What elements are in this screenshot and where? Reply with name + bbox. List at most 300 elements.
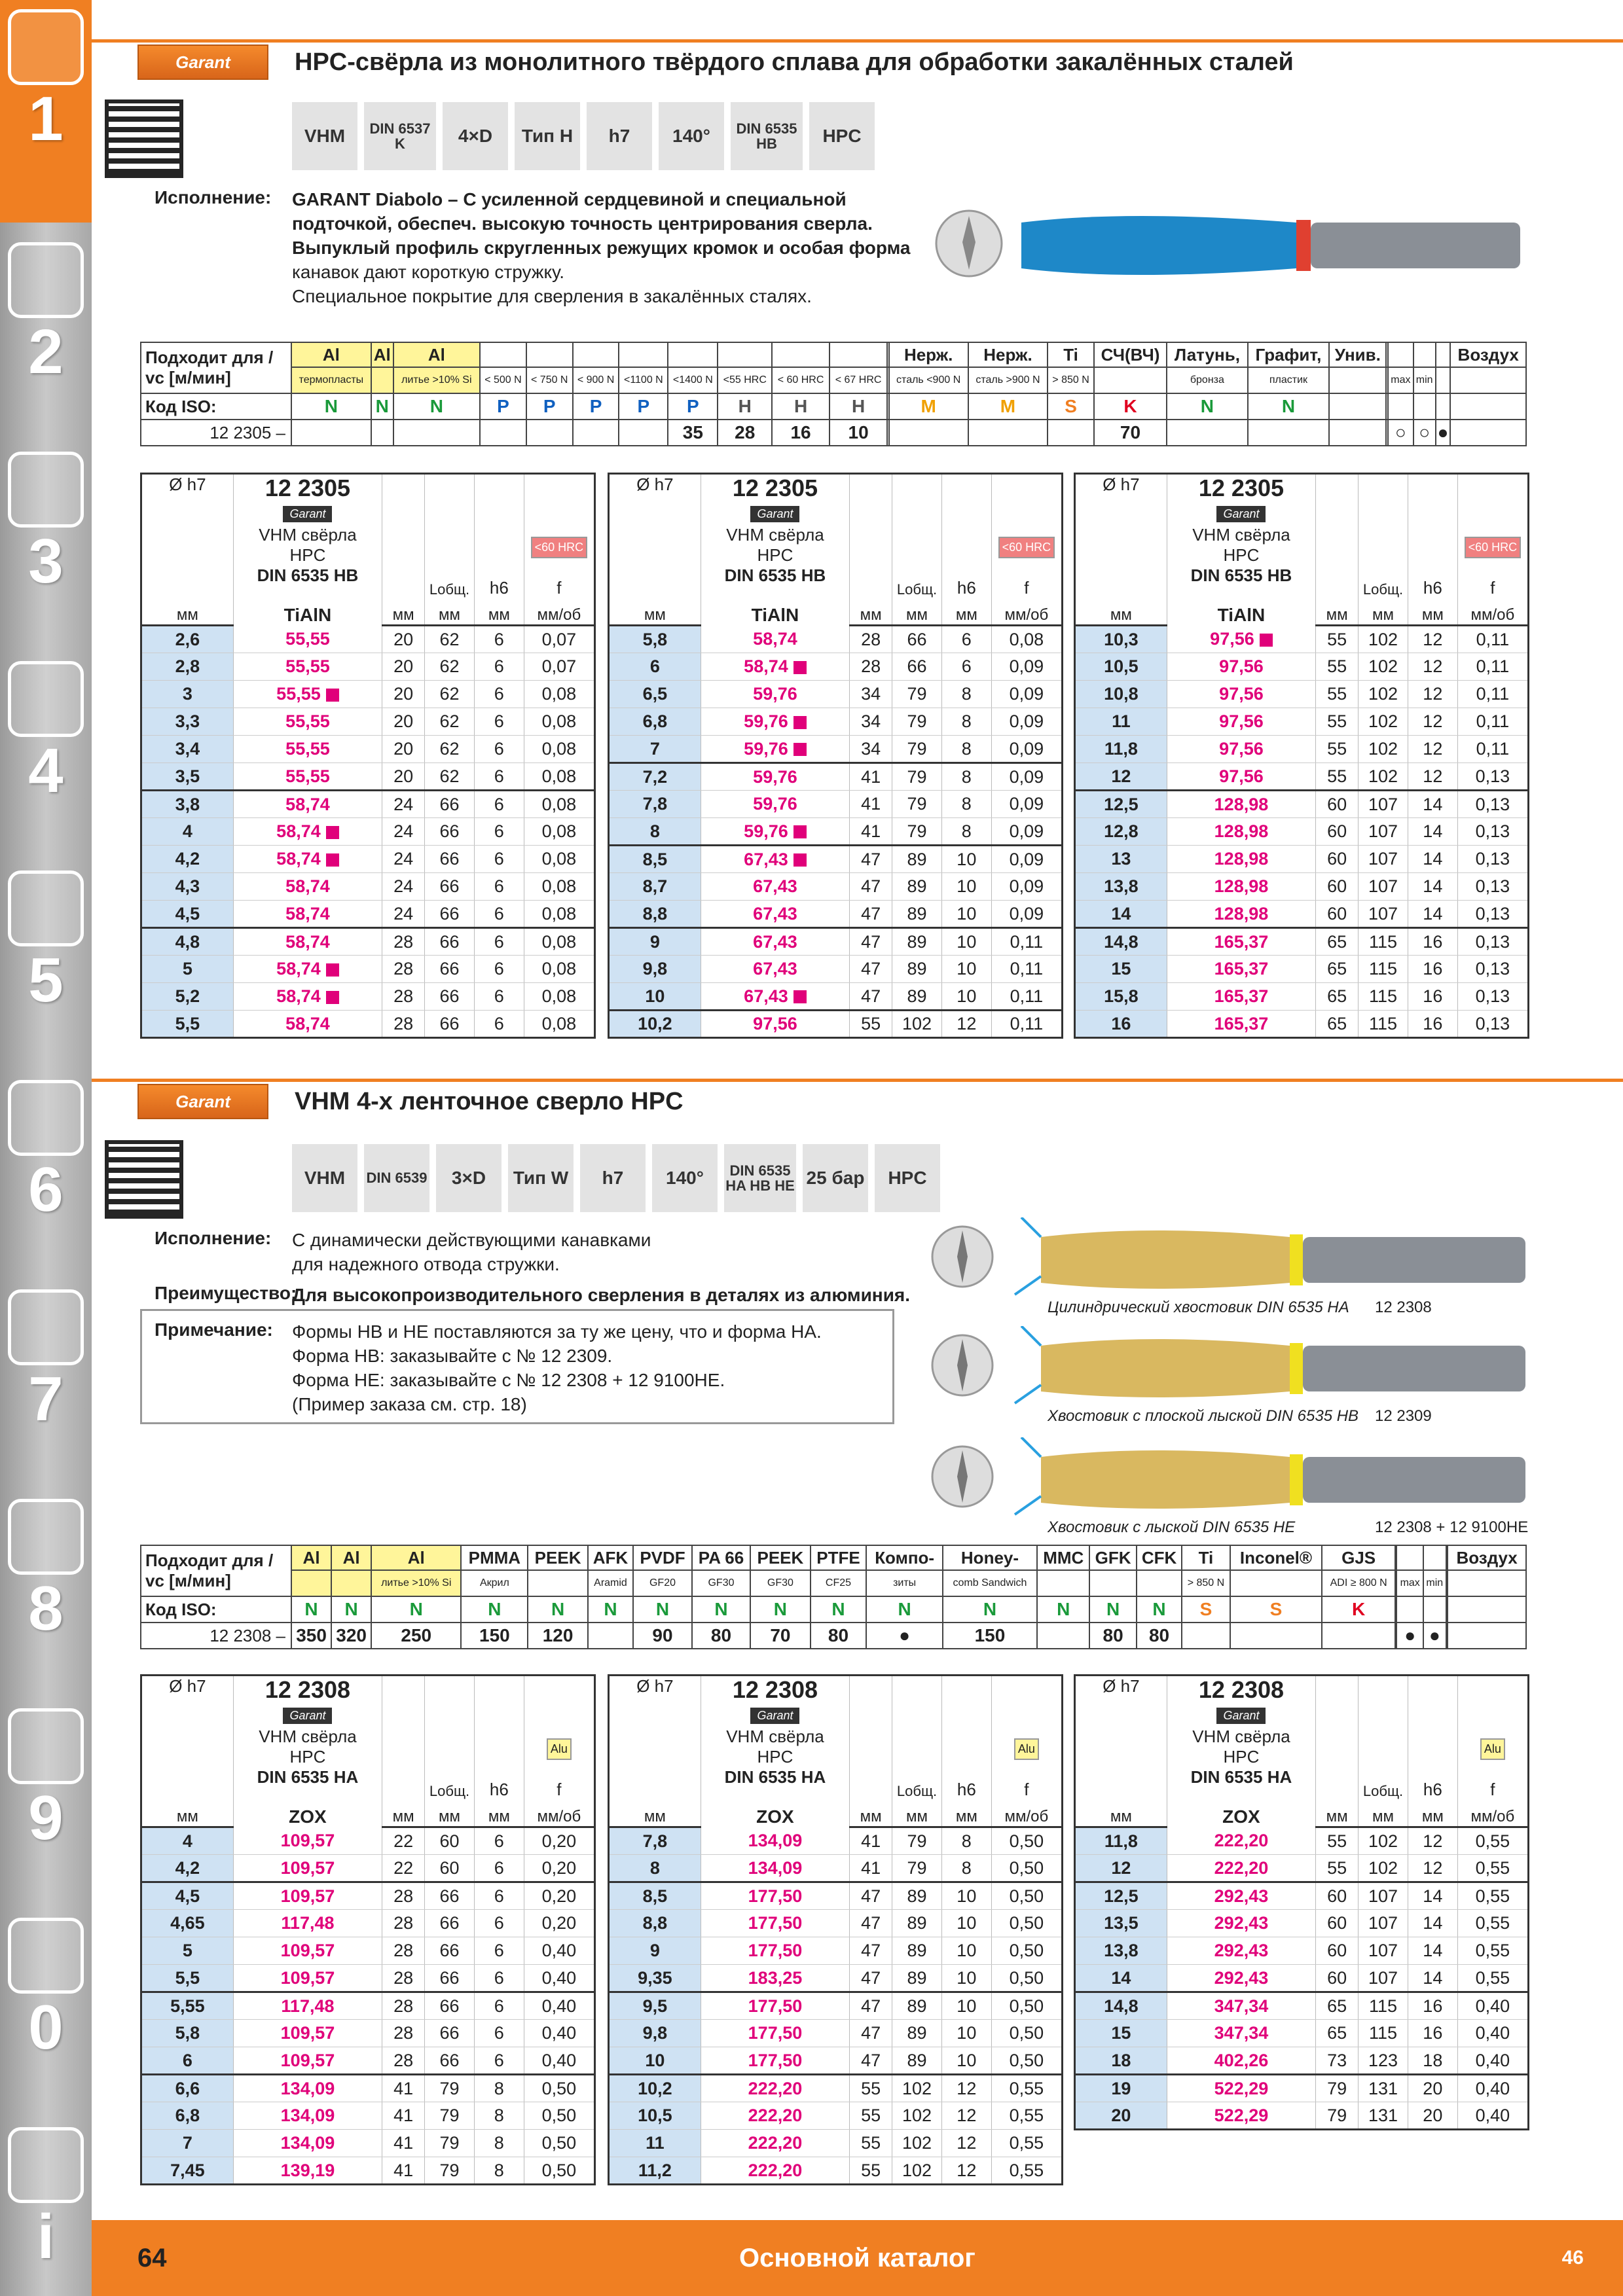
flute-length: 47 (850, 1910, 892, 1937)
table-row[interactable] (609, 791, 1063, 818)
diameter: 14 (1075, 901, 1167, 928)
chapter-tab-9[interactable] (0, 1689, 92, 1898)
table-row[interactable] (1075, 736, 1529, 763)
table-row[interactable] (141, 791, 595, 818)
diameter: 3 (141, 681, 234, 708)
price (701, 2075, 849, 2102)
chapter-icon (8, 1708, 84, 1784)
suit-material (1436, 342, 1451, 367)
table-row[interactable] (1075, 681, 1529, 708)
table-row[interactable] (609, 1910, 1063, 1937)
flute-length: 55 (850, 2075, 892, 2102)
flute-length: 47 (850, 846, 892, 873)
cutting-speed: 10 (830, 420, 887, 446)
table-row[interactable] (1075, 873, 1529, 901)
flute-length: 60 (1316, 901, 1359, 928)
shank-diameter: 6 (474, 2020, 524, 2047)
chapter-tab-7[interactable] (0, 1270, 92, 1479)
iso-code: N (1137, 1596, 1182, 1623)
table-row[interactable] (609, 1011, 1063, 1038)
table-row[interactable] (141, 873, 595, 901)
drill-table-header (1075, 1676, 1529, 1800)
price-value: 97,56 (1219, 766, 1264, 786)
suit-sub-label: Aramid (594, 1577, 627, 1588)
table-row[interactable] (141, 928, 595, 956)
shank-diameter: 16 (1408, 2020, 1457, 2047)
total-length: 89 (892, 1992, 942, 2020)
iso-code (1448, 1596, 1526, 1623)
table-row[interactable] (141, 956, 595, 983)
drill-article: 12 2308 (1375, 1299, 1432, 1316)
price (701, 1011, 849, 1038)
price (233, 2047, 382, 2075)
table-row[interactable] (141, 846, 595, 873)
diameter: 5,2 (141, 983, 234, 1011)
feed: 0,08 (524, 983, 594, 1011)
total-length: 107 (1359, 818, 1408, 846)
table-row[interactable] (141, 2020, 595, 2047)
flute-length: 41 (382, 2157, 425, 2185)
flute-length: 65 (1316, 1992, 1359, 2020)
table-row[interactable] (141, 1910, 595, 1937)
table-row[interactable] (609, 928, 1063, 956)
table-row[interactable] (609, 2102, 1063, 2130)
feed: 0,20 (524, 1827, 594, 1855)
feed: 0,07 (524, 653, 594, 681)
price-value: 97,56 (753, 1014, 797, 1033)
total-length: 89 (892, 928, 942, 956)
text-line: Специальное покрытие для сверления в закалённых сталях. (292, 286, 812, 306)
col-length (382, 474, 425, 598)
price (1167, 818, 1315, 846)
table-row[interactable] (1075, 2075, 1529, 2102)
table-row[interactable] (609, 1827, 1063, 1855)
iso-code: N (528, 1596, 587, 1623)
chapter-tab-0[interactable] (0, 1898, 92, 2108)
price-value: 55,55 (285, 739, 330, 759)
unit-label: мм (941, 1800, 991, 1827)
table-row[interactable] (1075, 928, 1529, 956)
iso-code: M (889, 393, 968, 420)
table-row[interactable] (141, 2157, 595, 2185)
table-row[interactable] (141, 983, 595, 1011)
diameter: 10,5 (1075, 653, 1167, 681)
flute-length: 79 (1316, 2102, 1359, 2130)
price-value: 58,74 (285, 794, 330, 814)
table-row[interactable] (609, 2075, 1063, 2102)
cutting-speed (588, 1623, 634, 1649)
spec-badge (364, 102, 436, 170)
table-row[interactable] (609, 956, 1063, 983)
table-row[interactable] (609, 873, 1063, 901)
diameter: 12 (1075, 763, 1167, 791)
diameter: 5 (141, 956, 234, 983)
feed: 0,55 (991, 2130, 1062, 2157)
flute-length: 28 (382, 956, 425, 983)
diameter: 10,8 (1075, 681, 1167, 708)
cutting-speed: 150 (461, 1623, 528, 1649)
price (233, 901, 382, 928)
table-row[interactable] (609, 2157, 1063, 2185)
suit-material-label: Al (302, 1547, 320, 1568)
shank-diameter: 6 (474, 901, 524, 928)
stock-marker-icon (793, 825, 807, 838)
diameter: 4,65 (141, 1910, 234, 1937)
table-row[interactable] (141, 901, 595, 928)
diameter: 13,5 (1075, 1910, 1167, 1937)
suit-sub (1413, 367, 1436, 393)
feed: 0,09 (991, 763, 1062, 791)
suit-sub (1037, 1570, 1089, 1596)
total-length: 89 (892, 2047, 942, 2075)
shank-diameter: 12 (1408, 1855, 1457, 1882)
table-row[interactable] (1075, 956, 1529, 983)
table-row[interactable] (609, 983, 1063, 1011)
chapter-tab-8[interactable] (0, 1479, 92, 1689)
diameter: 7,45 (141, 2157, 234, 2185)
chapter-tab-4[interactable] (0, 641, 92, 851)
shank-diameter: 6 (474, 681, 524, 708)
price (1167, 1827, 1315, 1855)
chapter-tab-2[interactable] (0, 223, 92, 432)
flute-length: 41 (382, 2130, 425, 2157)
drill-table-units (609, 598, 1063, 626)
shank-diameter: 6 (474, 818, 524, 846)
suit-sub-label: Акрил (479, 1577, 509, 1588)
iso-code: N (1248, 393, 1330, 420)
suit-sub-label: бронза (1190, 374, 1224, 386)
iso-code: P (480, 393, 526, 420)
spec-badges (292, 102, 875, 170)
spec-badge (508, 1144, 574, 1212)
suit-sub-label: comb Sandwich (953, 1577, 1027, 1588)
total-length: 79 (892, 736, 942, 763)
shank-diameter: 12 (1408, 763, 1457, 791)
suit-sub-label: < 67 HRC (835, 374, 882, 386)
suit-material (968, 342, 1048, 367)
table-row[interactable] (609, 1937, 1063, 1965)
total-length: 62 (425, 653, 475, 681)
shank-diameter: 14 (1408, 873, 1457, 901)
price (701, 708, 849, 736)
table-row[interactable] (141, 2047, 595, 2075)
shank-diameter: 10 (941, 956, 991, 983)
diameter: 6 (141, 2047, 234, 2075)
iso-code: N (866, 1596, 943, 1623)
shank-diameter: 16 (1408, 956, 1457, 983)
price (233, 983, 382, 1011)
table-row[interactable] (609, 1992, 1063, 2020)
cutting-speed: 350 (291, 1623, 331, 1649)
suit-material (331, 1545, 371, 1570)
total-length: 79 (892, 791, 942, 818)
suit-sub (461, 1570, 528, 1596)
flute-length: 60 (1316, 846, 1359, 873)
chapter-number: 9 (28, 1783, 64, 1853)
feed: 0,09 (991, 681, 1062, 708)
shank-diameter: 8 (941, 1827, 991, 1855)
total-length: 79 (892, 708, 942, 736)
spec-badge (292, 1144, 357, 1212)
flute-length: 41 (850, 791, 892, 818)
table-row[interactable] (1075, 653, 1529, 681)
article-number[interactable]: 12 2305 (732, 475, 818, 501)
price (1167, 2047, 1315, 2075)
table-row[interactable] (1075, 791, 1529, 818)
price-value: 165,37 (1214, 986, 1269, 1006)
table-row[interactable] (609, 818, 1063, 846)
flute-length: 60 (1316, 791, 1359, 818)
suit-material-label: Унив. (1334, 344, 1381, 365)
feed: 0,09 (991, 736, 1062, 763)
diameter: 2,8 (141, 653, 234, 681)
iso-code: P (619, 393, 668, 420)
flute-length: 28 (850, 626, 892, 653)
price (233, 763, 382, 791)
price (701, 1937, 849, 1965)
table-row[interactable] (609, 901, 1063, 928)
table-row[interactable] (609, 1882, 1063, 1910)
price-value: 347,34 (1214, 2023, 1269, 2043)
table-row[interactable] (1075, 1937, 1529, 1965)
table-row[interactable] (141, 1827, 595, 1855)
garant-logo: Garant (137, 45, 268, 80)
qr-code[interactable] (105, 99, 183, 178)
product-standard: DIN 6535 HA (257, 1767, 359, 1787)
cutting-speed (291, 420, 371, 446)
table-row[interactable] (609, 763, 1063, 791)
table-row[interactable] (609, 846, 1063, 873)
table-row[interactable] (609, 681, 1063, 708)
table-row[interactable] (609, 1965, 1063, 1992)
diameter: 14,8 (1075, 928, 1167, 956)
table-row[interactable] (609, 708, 1063, 736)
diameter: 11 (1075, 708, 1167, 736)
total-length: 79 (425, 2102, 475, 2130)
table-row[interactable] (1075, 626, 1529, 653)
price-value: 177,50 (748, 2023, 803, 2043)
price-value: 222,20 (748, 2106, 803, 2125)
table-row[interactable] (141, 1965, 595, 1992)
table-row[interactable] (1075, 1827, 1529, 1855)
unit-label: мм/об (524, 1800, 594, 1827)
feed: 0,55 (1457, 1827, 1528, 1855)
table-row[interactable] (1075, 2102, 1529, 2130)
suit-material-label: Нерж. (903, 344, 953, 365)
table-row[interactable] (1075, 846, 1529, 873)
spec-badge (443, 102, 508, 170)
cutting-speed (968, 420, 1048, 446)
flute-length: 24 (382, 873, 425, 901)
price (701, 1882, 849, 1910)
price-value: 522,29 (1214, 2105, 1269, 2125)
suit-sub (750, 1570, 810, 1596)
material-badge: Alu (547, 1738, 572, 1760)
table-row[interactable] (609, 736, 1063, 763)
spec-badges (292, 1144, 940, 1212)
table-row[interactable] (1075, 708, 1529, 736)
cutting-speed (1248, 420, 1330, 446)
diameter: 2,6 (141, 626, 234, 653)
table-row[interactable] (1075, 1855, 1529, 1882)
table-row[interactable] (1075, 1965, 1529, 1992)
suit-sub (1182, 1570, 1230, 1596)
table-row[interactable] (609, 2130, 1063, 2157)
shank-diameter: 12 (1408, 626, 1457, 653)
garant-logo: Garant (1216, 1708, 1266, 1724)
table-row[interactable] (609, 2020, 1063, 2047)
col-shank: h6 (941, 474, 991, 598)
spec-badge-label: VHM (304, 126, 346, 147)
chapter-tab-3[interactable] (0, 432, 92, 641)
chapter-tab-6[interactable] (0, 1060, 92, 1270)
article-number[interactable]: 12 2305 (264, 475, 351, 501)
article-number[interactable]: 12 2308 (264, 1676, 351, 1703)
table-row[interactable] (1075, 983, 1529, 1011)
cutting-speed: 90 (633, 1623, 691, 1649)
table-row[interactable] (1075, 901, 1529, 928)
qr-code[interactable] (105, 1140, 183, 1219)
chapter-tab-5[interactable] (0, 851, 92, 1060)
suit-sub-label: сталь <900 N (896, 374, 961, 386)
table-row[interactable] (141, 1882, 595, 1910)
unit-label: мм (1408, 598, 1457, 626)
table-row[interactable] (609, 1855, 1063, 1882)
cutting-speed (1322, 1623, 1395, 1649)
suit-material-label: Нерж. (983, 344, 1032, 365)
iso-code: K (1322, 1596, 1395, 1623)
table-row[interactable] (141, 2102, 595, 2130)
chapter-tab-i[interactable] (0, 2108, 92, 2296)
table-row[interactable] (1075, 763, 1529, 791)
iso-code: N (331, 1596, 371, 1623)
table-row[interactable] (1075, 818, 1529, 846)
garant-logo: Garant (137, 1084, 268, 1119)
flute-length: 20 (382, 681, 425, 708)
flute-length: 60 (1316, 1882, 1359, 1910)
shank-diameter: 12 (1408, 736, 1457, 763)
product-type: HPC (289, 545, 326, 565)
chapter-tab-1[interactable] (0, 0, 92, 223)
shank-diameter: 12 (1408, 1827, 1457, 1855)
shank-diameter: 6 (474, 1882, 524, 1910)
table-row[interactable] (141, 681, 595, 708)
table-row[interactable] (141, 653, 595, 681)
table-row[interactable] (141, 1992, 595, 2020)
feed: 0,40 (1457, 2102, 1528, 2130)
total-length: 66 (425, 2047, 475, 2075)
shank-diameter: 10 (941, 2020, 991, 2047)
price-value: 97,56 (1219, 656, 1264, 676)
total-length: 89 (892, 846, 942, 873)
shank-diameter: 6 (474, 956, 524, 983)
price (1167, 2075, 1315, 2102)
table-row[interactable] (141, 1855, 595, 1882)
price-value: 134,09 (280, 2106, 335, 2125)
col-feed (524, 474, 594, 598)
table-row[interactable] (1075, 1011, 1529, 1038)
suit-material (750, 1545, 810, 1570)
suit-material-label: PEEK (534, 1547, 581, 1568)
table-row[interactable] (141, 1937, 595, 1965)
suit-sub (291, 1570, 331, 1596)
table-row[interactable] (1075, 2020, 1529, 2047)
price-value: 109,57 (280, 1886, 335, 1906)
total-length: 79 (892, 681, 942, 708)
chapter-number: 3 (28, 526, 64, 596)
price (701, 928, 849, 956)
table-row[interactable] (141, 2130, 595, 2157)
product-name: VHM свёрла (726, 1727, 824, 1746)
total-length: 115 (1359, 956, 1408, 983)
table-row[interactable] (141, 763, 595, 791)
table-row[interactable] (609, 626, 1063, 653)
suit-material-label: Латунь, (1174, 344, 1240, 365)
price-value: 109,57 (280, 2050, 335, 2070)
table-row[interactable] (141, 736, 595, 763)
suit-sub (480, 367, 526, 393)
feed: 0,40 (524, 2047, 594, 2075)
price-value: 97,56 (1219, 739, 1264, 759)
table-row[interactable] (141, 818, 595, 846)
price-value: 347,34 (1214, 1996, 1269, 2016)
price (1167, 983, 1315, 1011)
table-row[interactable] (609, 2047, 1063, 2075)
table-row[interactable] (609, 653, 1063, 681)
table-row[interactable] (1075, 1882, 1529, 1910)
table-row[interactable] (1075, 1910, 1529, 1937)
flute-length: 41 (850, 818, 892, 846)
iso-code (1396, 1596, 1423, 1623)
iso-code: M (968, 393, 1048, 420)
suit-sub (866, 1570, 943, 1596)
price-value: 67,43 (744, 849, 788, 869)
table-row[interactable] (1075, 2047, 1529, 2075)
table-row[interactable] (141, 1011, 595, 1038)
table-row[interactable] (141, 626, 595, 653)
unit-label: мм (425, 1800, 475, 1827)
col-diameter: Ø h7 (1075, 474, 1167, 598)
table-row[interactable] (141, 708, 595, 736)
article-number[interactable]: 12 2308 (732, 1676, 818, 1703)
drill-article: 12 2308 + 12 9100HE (1375, 1518, 1529, 1536)
flute-length: 55 (850, 1011, 892, 1038)
diameter: 10 (609, 2047, 701, 2075)
table-row[interactable] (1075, 1992, 1529, 2020)
price (1167, 873, 1315, 901)
total-length: 60 (425, 1827, 475, 1855)
col-total-length: Lобщ. (892, 474, 942, 598)
shank-diameter: 18 (1408, 2047, 1457, 2075)
shank-diameter: 8 (474, 2130, 524, 2157)
article-number[interactable]: 12 2308 (1198, 1676, 1285, 1703)
chapter-number: 6 (28, 1155, 64, 1225)
table-row[interactable] (141, 2075, 595, 2102)
feed: 0,11 (991, 983, 1062, 1011)
article-number[interactable]: 12 2305 (1198, 475, 1285, 501)
diameter: 3,5 (141, 763, 234, 791)
stock-marker-icon (793, 990, 807, 1003)
suit-material-label: PVDF (640, 1547, 685, 1568)
shank-diameter: 6 (474, 1965, 524, 1992)
cutting-speed: 70 (1094, 420, 1167, 446)
iso-code: P (573, 393, 619, 420)
shank-diameter: 8 (474, 2102, 524, 2130)
feed: 0,09 (991, 653, 1062, 681)
suit-sub (1048, 367, 1094, 393)
suit-sub-label: GF30 (767, 1577, 793, 1588)
drill-table-units (141, 1800, 595, 1827)
